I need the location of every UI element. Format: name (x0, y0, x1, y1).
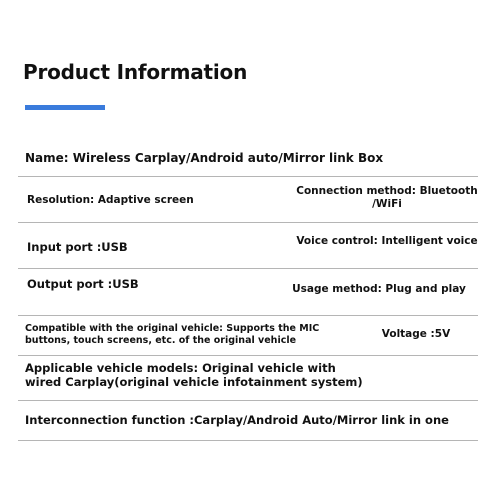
page-title: Product Information (23, 60, 248, 84)
table-row-vehicle-models (18, 356, 478, 401)
input-port-text: Input port :USB (27, 240, 128, 254)
table-row-input-port (18, 223, 478, 269)
vehicle-models-text: Applicable vehicle models: Original vehicle with wired Carplay(original vehicle infotainment system) (25, 361, 363, 390)
table-row-compatibility (18, 316, 478, 356)
product-name: Name: Wireless Carplay/Android auto/Mirror link Box (25, 151, 384, 165)
output-port-text: Output port :USB (27, 277, 139, 291)
table-row-name (18, 143, 478, 177)
table-row-interconnection (18, 401, 478, 441)
table-row-output-port (18, 269, 478, 316)
compatibility-text: Compatible with the original vehicle: Supports the MIC buttons, touch screens, etc. of the original vehicle (25, 323, 320, 346)
resolution-text: Resolution: Adaptive screen (27, 194, 194, 206)
voice-control-text: Voice control: Intelligent voice (296, 235, 478, 247)
voltage-text: Voltage :5V (381, 328, 451, 340)
usage-method-text: Usage method: Plug and play (292, 283, 466, 295)
product-info-table (18, 143, 478, 441)
table-row-resolution (18, 177, 478, 223)
connection-method-text: Connection method: Bluetooth /WiFi (296, 185, 478, 211)
interconnection-text: Interconnection function :Carplay/Android Auto/Mirror link in one (25, 413, 449, 427)
title-accent-bar (25, 105, 105, 110)
